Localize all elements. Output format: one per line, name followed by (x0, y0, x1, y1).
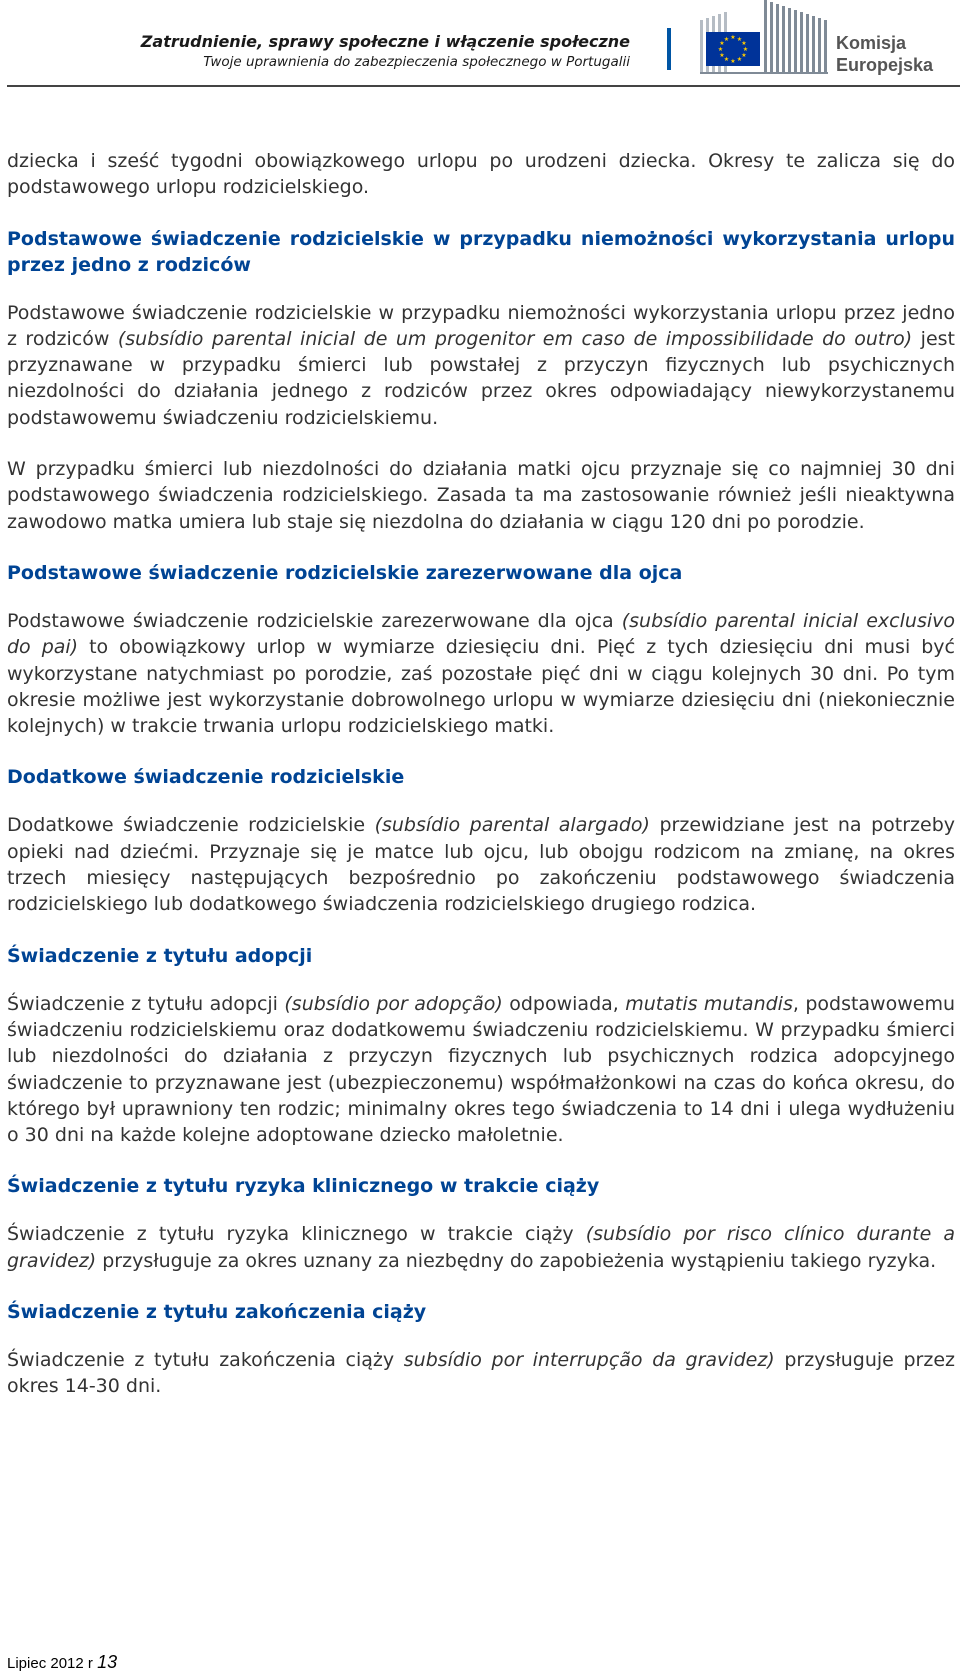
text-run: to obowiązkowy urlop w wymiarze dziesięciu dni. Pięć z tych dziesięciu dni musi być wykorzystane natychmiast po porodzie, zaś pozostałe pięć dni w ciągu kolejnych 30 dni. Po tym okresie możliwe jest wykorzystanie dobrowolnego urlopu w wymiarze dziesięciu dni (niekoniecznie kolejnych) w trakcie trwania urlopu rodzicielskiego matki. (7, 636, 955, 738)
text-run: Podstawowe świadczenie rodzicielskie zarezerwowane dla ojca (7, 609, 622, 632)
footer-date: Lipiec 2012 r (7, 1655, 93, 1672)
header-subtitle: Twoje uprawnienia do zabezpieczenia społecznego w Portugalii (203, 54, 630, 70)
italic-term: (subsídio parental inicial de um progenitor em caso de impossibilidade do outro) (117, 327, 913, 350)
text-run: przysługuje przez okres 14-30 dni. (7, 1349, 955, 1398)
svg-text:★: ★ (717, 46, 724, 53)
logo-text (836, 32, 933, 76)
logo-line-1: Komisja (836, 33, 907, 53)
section-heading: Świadczenie z tytułu adopcji (7, 944, 313, 967)
svg-text:★: ★ (741, 40, 747, 47)
header-titles (141, 32, 630, 72)
svg-text:★: ★ (741, 52, 747, 59)
header-rule (7, 85, 960, 87)
text-run: przewidziane jest na potrzeby opieki nad dziećmi. Przyznaje się je matce lub ojcu, lub obojgu rodzicom na zmianę, na okres trzech miesięcy następujących bezpośrednio po zakończeniu podstawowego świadczenia rodzicielskiego lub dodatkowego świadczenia rodzicielskiego drugiego rodzica. (7, 814, 955, 916)
svg-text:★: ★ (719, 52, 725, 59)
body-paragraph (7, 991, 955, 1149)
body-paragraph: dziecka i sześć tygodni obowiązkowego urlopu po urodzeni dziecka. Okresy te zalicza się do podstawowego urlopu rodzicielskiego. (7, 150, 955, 199)
page-header (0, 0, 960, 88)
body-paragraph: W przypadku śmierci lub niezdolności do działania matki ojcu przyznaje się co najmniej 30 dni podstawowego świadczenia rodzicielskiego. Zasada ta ma zastosowanie również jeśli nieaktywna zawodowo matka umiera lub staje się niezdolna do działania w ciągu 120 dni po porodzie. (7, 458, 955, 533)
logo-line-2: Europejska (836, 55, 934, 75)
document-body (7, 148, 955, 1425)
body-paragraph (7, 300, 955, 431)
section-heading: Podstawowe świadczenie rodzicielskie zarezerwowane dla ojca (7, 561, 683, 584)
svg-text:★: ★ (736, 56, 743, 63)
text-run: Świadczenie z tytułu adopcji (7, 992, 285, 1015)
svg-text:★: ★ (736, 36, 743, 43)
italic-term: subsídio por interrupção da gravidez) (403, 1349, 775, 1372)
page-number: 13 (97, 1652, 118, 1672)
svg-text:★: ★ (730, 58, 736, 65)
text-run: przysługuje za okres uznany za niezbędny do zapobieżenia wystąpieniu takiego ryzyka. (96, 1249, 937, 1272)
section-heading: Podstawowe świadczenie rodzicielskie w przypadku niemożności wykorzystania urlopu przez jedno z rodziców (7, 227, 955, 276)
italic-term: (subsídio parental alargado) (374, 814, 650, 837)
text-run: jest przyznawane w przypadku śmierci lub powstałej z przyczyn fizycznych lub psychicznych niezdolności do działania jednego z rodziców przez okres odpowiadający niewykorzystanemu podstawowemu świadczeniu rodzicielskiemu. (7, 327, 955, 429)
header-divider (667, 28, 671, 70)
section-heading: Świadczenie z tytułu zakończenia ciąży (7, 1301, 427, 1324)
italic-term: (subsídio parental inicial exclusivo do pai) (7, 609, 955, 659)
body-paragraph (7, 812, 955, 917)
header-title: Zatrudnienie, sprawy społeczne i włączenie społeczne (140, 32, 630, 51)
text-run: Świadczenie z tytułu zakończenia ciąży (7, 1349, 404, 1372)
italic-term: (subsídio por adopção) (284, 992, 503, 1015)
svg-text:★: ★ (730, 34, 736, 41)
text-run: , podstawowemu świadczeniu rodzicielskiemu oraz dodatkowemu świadczeniu rodzicielskiemu. W przypadku śmierci lub niezdolności do działania z przyczyn fizycznych lub psychicznych rodzica adopcyjnego świadczenie to przyznawane jest (ubezpieczonemu) współmałżonkowi na czas do końca okresu, do którego był uprawniony ten rodzic; minimalny okres tego świadczenia to 14 dni i ulega wydłużeniu o 30 dni na każde kolejne adoptowane dziecko małoletnie. (7, 992, 956, 1147)
text-run: Świadczenie z tytułu ryzyka klinicznego w trakcie ciąży (7, 1223, 586, 1246)
svg-text:★: ★ (742, 46, 749, 53)
italic-term: (subsídio por risco clínico durante a gravidez) (7, 1223, 955, 1272)
section-heading: Świadczenie z tytułu ryzyka klinicznego w trakcie ciąży (7, 1175, 600, 1198)
text-run: odpowiada, (502, 992, 626, 1015)
svg-text:★: ★ (723, 56, 730, 63)
body-paragraph (7, 608, 955, 739)
body-paragraph (7, 1347, 955, 1400)
body-paragraph (7, 1221, 955, 1274)
italic-term: mutatis mutandis (625, 992, 793, 1015)
text-run: Dodatkowe świadczenie rodzicielskie (7, 814, 375, 837)
svg-text:★: ★ (719, 40, 725, 47)
page-footer (7, 1652, 117, 1673)
section-heading: Dodatkowe świadczenie rodzicielskie (7, 766, 405, 789)
text-run: Podstawowe świadczenie rodzicielskie w przypadku niemożności wykorzystania urlopu przez jedno z rodziców (7, 301, 955, 350)
svg-text:★: ★ (723, 36, 730, 43)
